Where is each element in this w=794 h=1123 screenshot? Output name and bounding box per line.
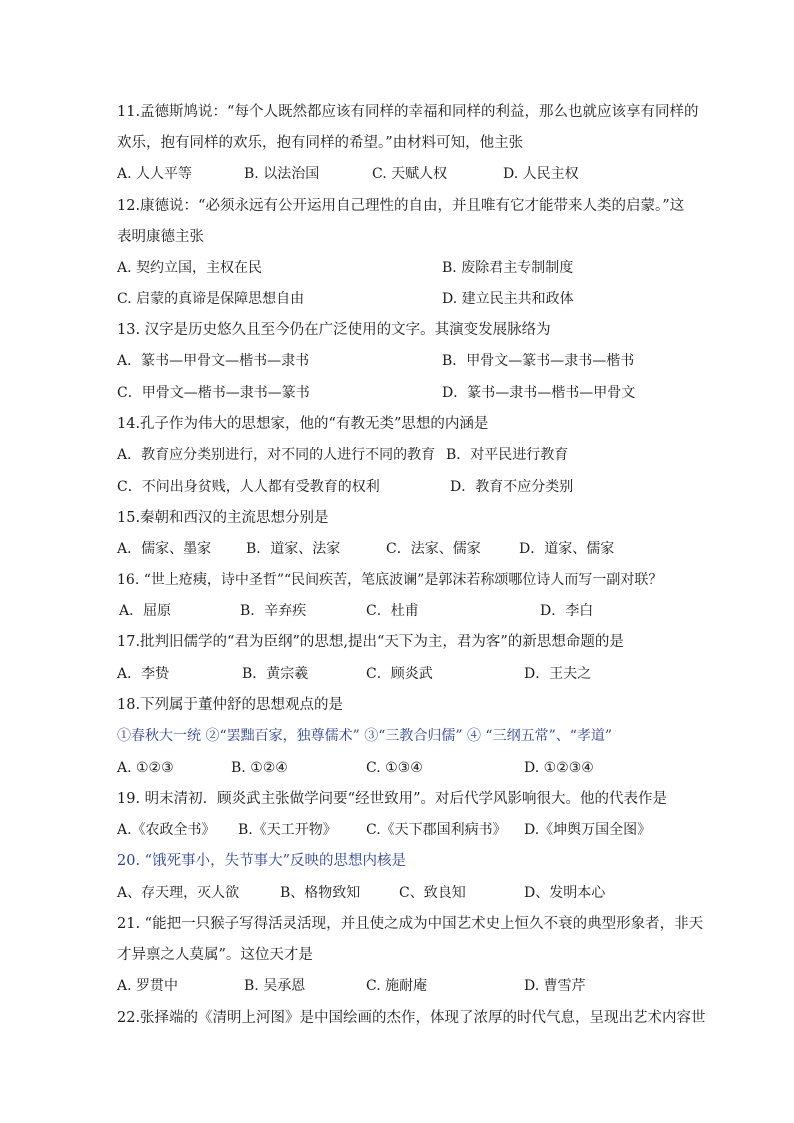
q17-option-c: C．顾炎武 [366, 666, 433, 682]
q16-stem: 16. “世上疮痍，诗中圣哲”“民间疾苦，笔底波谰”是郭沫若称颂哪位诗人而写一副对联？ [117, 572, 663, 588]
q15-stem: 15.秦朝和西汉的主流思想分别是 [117, 510, 329, 526]
q12-option-c: C. 启蒙的真谛是保障思想自由 [117, 291, 305, 307]
q14-option-d: D．教育不应分类别 [450, 479, 574, 495]
q18-option-d: D. ①②③④ [524, 760, 594, 776]
q11-option-d: D. 人民主权 [503, 166, 579, 182]
q11-option-b: B. 以法治国 [244, 166, 320, 182]
q19-option-d: D.《坤舆万国全图》 [524, 822, 652, 838]
q21-stem-line2: 才异禀之人莫属”。这位天才是 [117, 947, 313, 963]
q14-option-a: A．教育应分类别进行，对不同的人进行不同的教育 [117, 447, 436, 463]
q16-option-a: A．屈原 [119, 603, 172, 619]
q19-option-a: A.《农政全书》 [117, 822, 216, 838]
q21-option-d: D. 曹雪芹 [524, 978, 586, 994]
q16-option-d: D．李白 [540, 603, 594, 619]
q15-option-a: A．儒家、墨家 [117, 541, 212, 557]
q12-option-b: B. 废除君主专制制度 [442, 260, 574, 276]
q14-stem: 14.孔子作为伟大的思想家，他的“有教无类”思想的内涵是 [117, 416, 489, 432]
q16-option-c: C．杜甫 [366, 603, 419, 619]
q11-stem-line1: 11.孟德斯鸠说：“每个人既然都应该有同样的幸福和同样的利益，那么也就应该享有同样的 [117, 104, 699, 120]
q15-option-b: B．道家、法家 [246, 541, 341, 557]
q13-stem: 13. 汉字是历史悠久且至今仍在广泛使用的文字。其演变发展脉络为 [117, 322, 551, 338]
q17-option-b: B．黄宗羲 [242, 666, 309, 682]
q22-stem: 22.张择端的《清明上河图》是中国绘画的杰作，体现了浓厚的时代气息，呈现出艺术内容世 [117, 1010, 706, 1026]
q11-option-c: C. 天赋人权 [372, 166, 448, 182]
q20-option-b: B、格物致知 [280, 885, 361, 901]
q19-stem: 19. 明末清初．顾炎武主张做学问要“经世致用”。对后代学风影响很大。他的代表作是 [117, 791, 667, 807]
q21-option-c: C. 施耐庵 [366, 978, 428, 994]
q17-stem: 17.批判旧儒学的“君为臣纲”的思想,提出“天下为主，君为客”的新思想命题的是 [117, 634, 624, 650]
q18-option-c: C. ①③④ [366, 760, 423, 776]
q21-option-b: B. 吴承恩 [244, 978, 306, 994]
q20-option-c: C、致良知 [399, 885, 466, 901]
q11-option-a: A. 人人平等 [117, 166, 193, 182]
q17-option-d: D．王夫之 [524, 666, 592, 682]
q14-option-c: C．不问出身贫贱，人人都有受教育的权利 [117, 479, 380, 495]
q13-option-a: A．篆书—甲骨文—楷书—隶书 [117, 353, 310, 369]
q11-stem-line2: 欢乐，抱有同样的欢乐，抱有同样的希望。”由材料可知，他主张 [117, 135, 524, 151]
q15-option-d: D．道家、儒家 [519, 541, 615, 557]
q12-stem-line1: 12.康德说：“必须永远有公开运用自己理性的自由，并且唯有它才能带来人类的启蒙。”这 [117, 198, 685, 214]
q19-option-b: B.《天工开物》 [238, 822, 337, 838]
q21-stem-line1: 21. “能把一只猴子写得活灵活现，并且使之成为中国艺术史上恒久不衰的典型形象者，非天 [117, 916, 704, 932]
q21-option-a: A. 罗贯中 [117, 978, 179, 994]
q14-option-b: B．对平民进行教育 [446, 447, 569, 463]
q18-option-b: B. ①②④ [231, 760, 288, 776]
q17-option-a: A．李贽 [117, 666, 170, 682]
q13-option-c: C．甲骨文—楷书—隶书—篆书 [117, 385, 310, 401]
q18-statements: ①春秋大一统 ②“罢黜百家，独尊儒术” ③“三教合归儒” ④ “三纲五常”、“孝道” [117, 728, 613, 744]
q13-option-b: B．甲骨文—篆书—隶书—楷书 [442, 353, 635, 369]
q18-stem: 18.下列属于董仲舒的思想观点的是 [117, 697, 344, 713]
q12-option-d: D. 建立民主共和政体 [442, 291, 574, 307]
q12-option-a: A. 契约立国，主权在民 [117, 260, 263, 276]
q20-option-a: A、存天理，灭人欲 [117, 885, 240, 901]
q19-option-c: C.《天下郡国利病书》 [366, 822, 507, 838]
q20-stem: 20. “饿死事小，失节事大”反映的思想内核是 [117, 853, 406, 869]
q15-option-c: C．法家、儒家 [386, 541, 481, 557]
q12-stem-line2: 表明康德主张 [117, 229, 204, 245]
q20-option-d: D、发明本心 [524, 885, 606, 901]
q16-option-b: B．辛弃疾 [240, 603, 307, 619]
q13-option-d: D．篆书—隶书—楷书—甲骨文 [442, 385, 636, 401]
q18-option-a: A. ①②③ [117, 760, 174, 776]
